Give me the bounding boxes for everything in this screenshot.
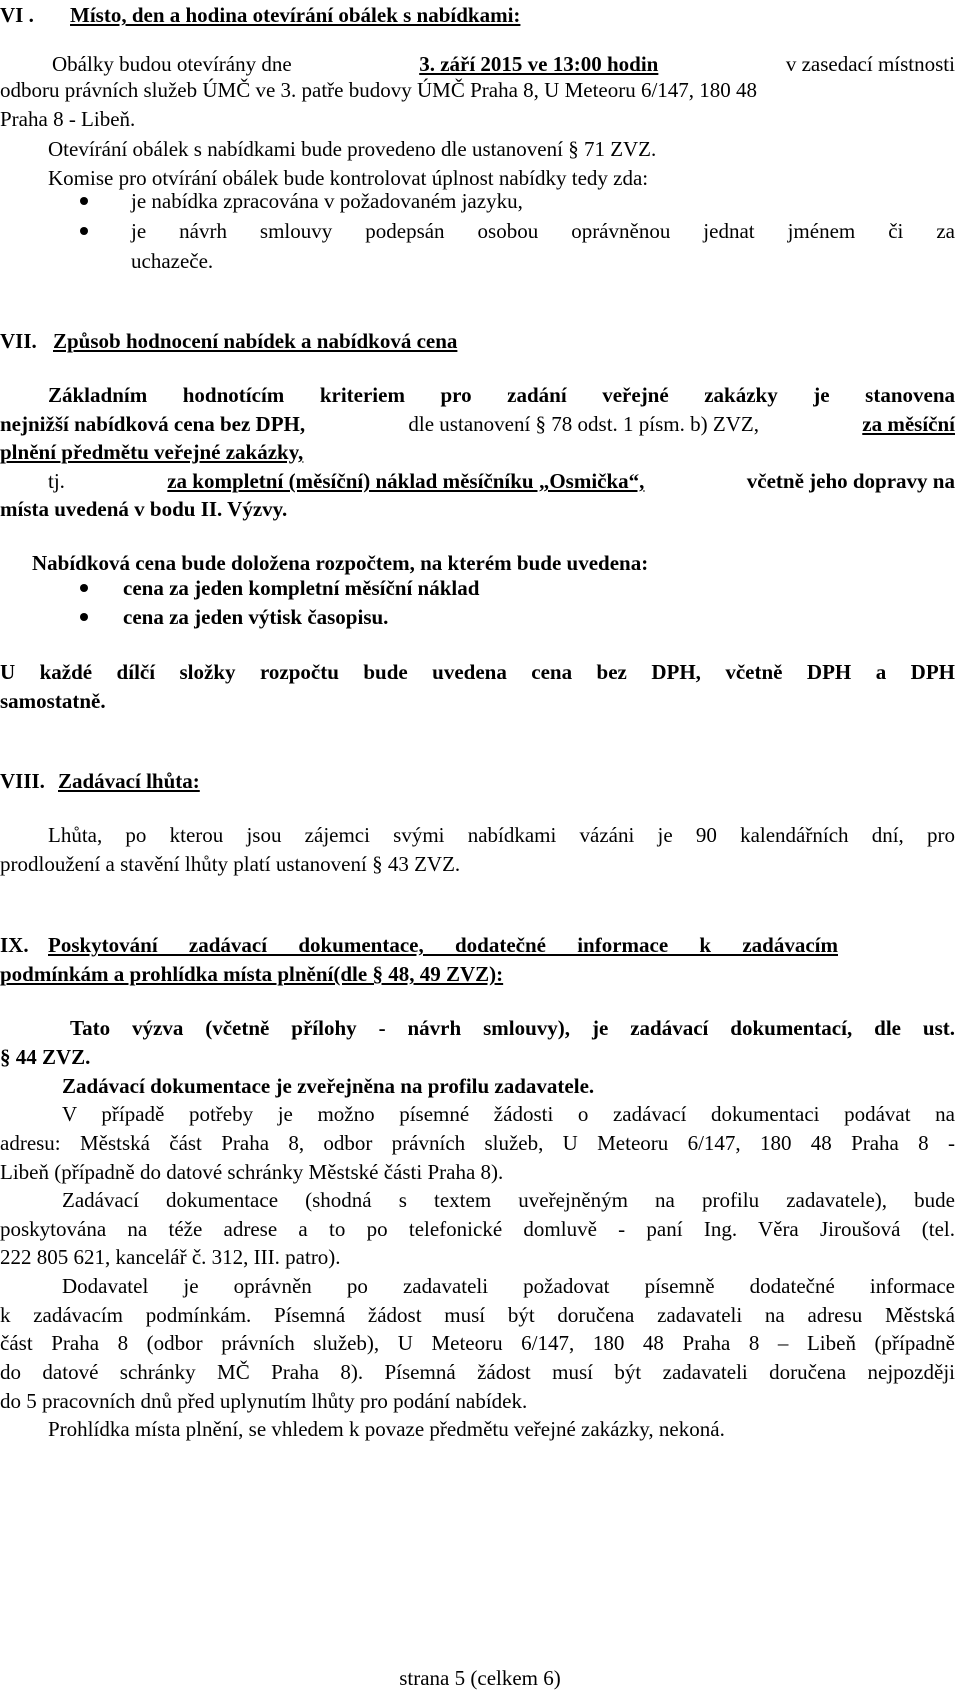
paragraph-line: V případě potřeby je možno písemné žádosti o zadávací dokumentaci podávat na <box>62 1102 955 1126</box>
paragraph-line: plnění předmětu veřejné zakázky, <box>0 440 304 464</box>
paragraph-line: adresu: Městská část Praha 8, odbor právních služeb, U Meteoru 6/147, 180 48 Praha 8 - <box>0 1131 955 1155</box>
bullet-icon <box>80 197 88 205</box>
text: tj. <box>48 469 65 493</box>
paragraph-line: Základním hodnotícím kriteriem pro zadání veřejné zakázky je stanovena <box>48 383 955 407</box>
paragraph-line <box>48 466 955 497</box>
paragraph-line: poskytována na téže adrese a to po telefonické domluvě - paní Ing. Věra Jiroušová (tel. <box>0 1217 955 1241</box>
paragraph-line: Zadávací dokumentace (shodná s textem uveřejněným na profilu zadavatele), bude <box>62 1188 955 1212</box>
paragraph-line: Komise pro otvírání obálek bude kontrolovat úplnost nabídky tedy zda: <box>48 166 649 190</box>
paragraph-line: 222 805 621, kancelář č. 312, III. patro). <box>0 1245 341 1269</box>
list-item: cena za jeden kompletní měsíční náklad <box>123 576 480 600</box>
paragraph-line: místa uvedená v bodu II. Výzvy. <box>0 497 288 521</box>
bullet-icon <box>80 584 88 592</box>
opening-date: 3. září 2015 ve 13:00 hodin <box>419 52 659 76</box>
paragraph-line: Praha 8 - Libeň. <box>0 107 136 131</box>
paragraph-line: U každé dílčí složky rozpočtu bude uvedena cena bez DPH, včetně DPH a DPH <box>0 660 955 684</box>
paragraph-line: Libeň (případně do datové schránky Městské části Praha 8). <box>0 1160 504 1184</box>
text: nejnižší nabídková cena bez DPH, <box>0 412 306 436</box>
section-number: IX. <box>0 933 29 957</box>
paragraph-line <box>0 409 955 440</box>
paragraph-line: odboru právních služeb ÚMČ ve 3. patře budovy ÚMČ Praha 8, U Meteoru 6/147, 180 48 <box>0 78 758 102</box>
text: Obálky budou otevírány dne <box>52 52 292 76</box>
list-item: je nabídka zpracována v požadovaném jazyku, <box>131 189 523 213</box>
paragraph-line: Prohlídka místa plnění, se vhledem k povaze předmětu veřejné zakázky, nekoná. <box>48 1417 725 1441</box>
section-title: Způsob hodnocení nabídek a nabídková cena <box>53 329 458 353</box>
section-title: Místo, den a hodina otevírání obálek s nabídkami: <box>70 3 521 27</box>
paragraph-line: Lhůta, po kterou jsou zájemci svými nabídkami vázáni je 90 kalendářních dní, pro <box>48 823 955 847</box>
paragraph-line: Otevírání obálek s nabídkami bude provedeno dle ustanovení § 71 ZVZ. <box>48 137 657 161</box>
paragraph-line: do 5 pracovních dnů před uplynutím lhůty pro podání nabídek. <box>0 1389 528 1413</box>
section-number: VI . <box>0 3 34 27</box>
bullet-icon <box>80 227 88 235</box>
page-number: strana 5 (celkem 6) <box>399 1666 561 1690</box>
text: za kompletní (měsíční) náklad měsíčníku „Osmička“, <box>167 469 645 493</box>
list-item-continuation: uchazeče. <box>131 249 214 273</box>
text: za měsíční <box>862 412 955 436</box>
paragraph-line: Zadávací dokumentace je zveřejněna na profilu zadavatele. <box>62 1074 595 1098</box>
section-title: podmínkám a prohlídka místa plnění(dle § 48, 49 ZVZ): <box>0 962 504 986</box>
paragraph-line: do datové schránky MČ Praha 8). Písemná žádost musí být zadavateli doručena nejpozději <box>0 1360 955 1384</box>
paragraph-line: Nabídková cena bude doložena rozpočtem, na kterém bude uvedena: <box>32 551 649 575</box>
list-item: cena za jeden výtisk časopisu. <box>123 605 389 629</box>
paragraph-line: prodloužení a stavění lhůty platí ustanovení § 43 ZVZ. <box>0 852 461 876</box>
paragraph-line: § 44 ZVZ. <box>0 1045 91 1069</box>
text: dle ustanovení § 78 odst. 1 písm. b) ZVZ, <box>408 412 759 436</box>
section-number: VII. <box>0 329 37 353</box>
paragraph-line: Dodavatel je oprávněn po zadavateli požadovat písemně dodatečné informace <box>62 1274 955 1298</box>
list-item: je návrh smlouvy podepsán osobou oprávněnou jednat jménem či za <box>131 219 955 243</box>
section-title: Zadávací lhůta: <box>58 769 200 793</box>
section-title: Poskytování zadávací dokumentace, dodatečné informace k zadávacím <box>48 933 838 957</box>
paragraph-line: část Praha 8 (odbor právních služeb), U Meteoru 6/147, 180 48 Praha 8 – Libeň (případně <box>0 1331 955 1355</box>
paragraph-line: k zadávacím podmínkám. Písemná žádost musí být doručena zadavateli na adresu Městská <box>0 1303 955 1327</box>
text: včetně jeho dopravy na <box>746 469 955 493</box>
bullet-icon <box>80 613 88 621</box>
text: v zasedací místnosti <box>785 52 955 76</box>
paragraph-line: Tato výzva (včetně přílohy - návrh smlouvy), je zadávací dokumentací, dle ust. <box>70 1016 955 1040</box>
section-number: VIII. <box>0 769 45 793</box>
paragraph-line: samostatně. <box>0 689 106 713</box>
